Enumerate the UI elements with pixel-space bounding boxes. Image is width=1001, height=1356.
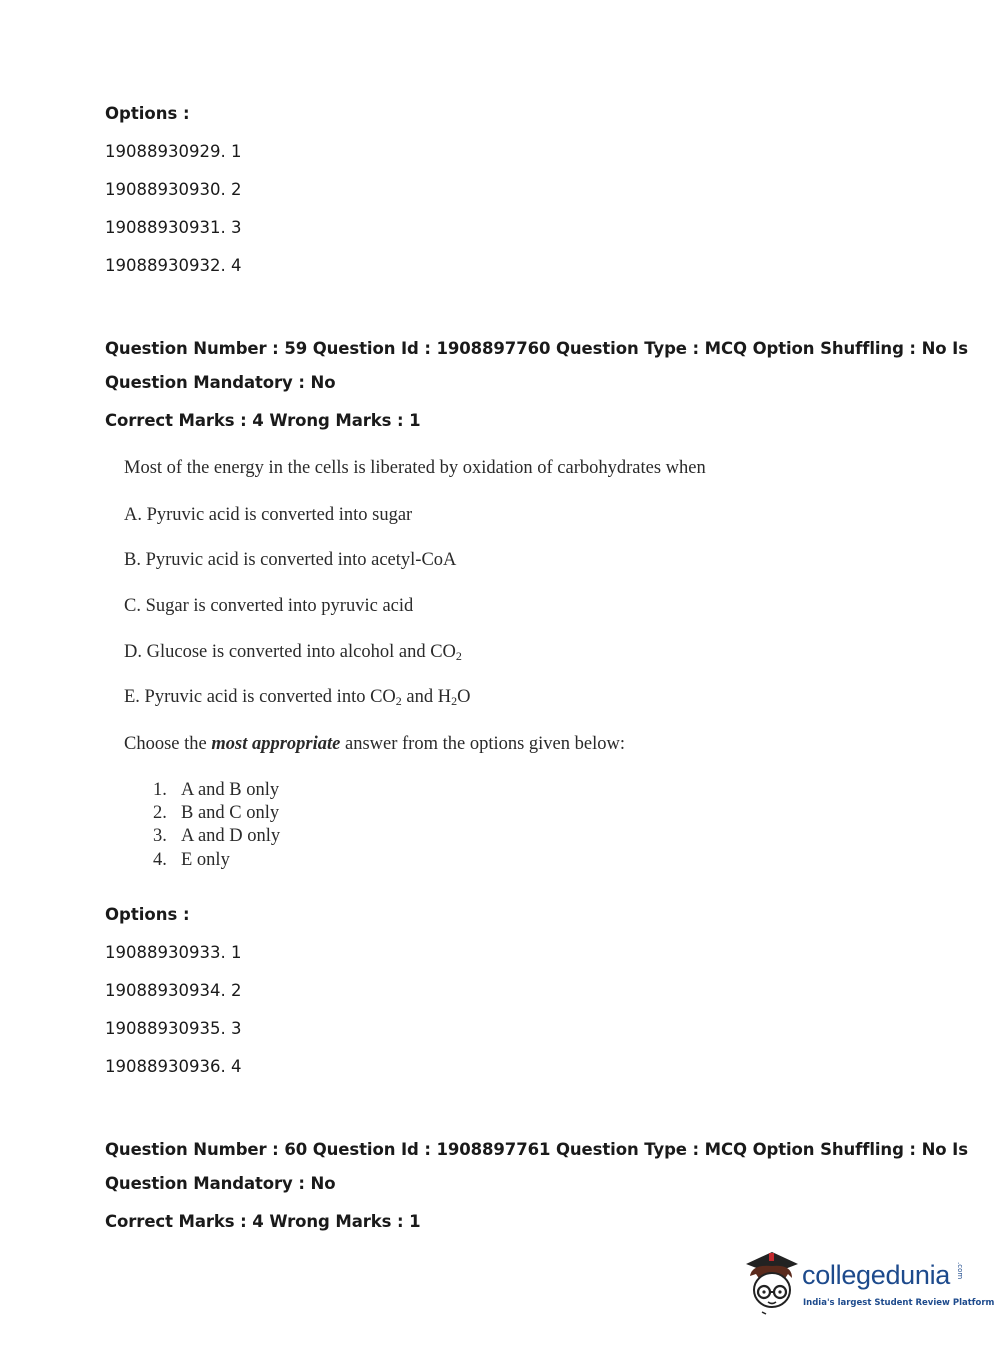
statement-e: E. Pyruvic acid is converted into $CO_2$ and $H_2O$ (124, 687, 471, 708)
options-label: Options : (105, 905, 190, 924)
collegedunia-logo (742, 1250, 995, 1320)
question-mandatory: Question Mandatory : No (105, 373, 336, 392)
option-item: 19088930931. 3 (105, 218, 242, 237)
choice-item: 3. A and D only (153, 826, 281, 846)
question-marks: Correct Marks : 4 Wrong Marks : 1 (105, 411, 421, 430)
logo-tagline: India's largest Student Review Platform (803, 1298, 995, 1308)
choice-item: 2. B and C only (153, 803, 280, 823)
question-mandatory: Question Mandatory : No (105, 1174, 336, 1193)
question-header: Question Number : 60 Question Id : 1908897761 Question Type : MCQ Option Shuffling : No Is (105, 1140, 968, 1159)
options-label: Options : (105, 104, 190, 123)
logo-tld: .com (956, 1262, 964, 1280)
option-item: 19088930932. 4 (105, 256, 242, 275)
option-item: 19088930929. 1 (105, 142, 242, 161)
statement-b: B. Pyruvic acid is converted into acetyl-CoA (124, 550, 457, 570)
option-item: 19088930930. 2 (105, 180, 242, 199)
question-marks: Correct Marks : 4 Wrong Marks : 1 (105, 1212, 421, 1231)
option-item: 19088930934. 2 (105, 981, 242, 1000)
choice-item: 4. E only (153, 850, 230, 870)
statement-c: C. Sugar is converted into pyruvic acid (124, 596, 414, 616)
option-item: 19088930935. 3 (105, 1019, 242, 1038)
question-header: Question Number : 59 Question Id : 1908897760 Question Type : MCQ Option Shuffling : No Is (105, 339, 968, 358)
mascot-icon (742, 1250, 800, 1316)
option-item: 19088930936. 4 (105, 1057, 242, 1076)
option-item: 19088930933. 1 (105, 943, 242, 962)
statement-d: D. Glucose is converted into alcohol and $CO_2$ (124, 642, 462, 663)
logo-wordmark: collegedunia (802, 1260, 951, 1290)
statement-a: A. Pyruvic acid is converted into sugar (124, 505, 413, 525)
choice-item: 1. A and B only (153, 780, 280, 800)
choose-instruction: Choose the most appropriate answer from the options given below: (124, 734, 625, 754)
question-stem: Most of the energy in the cells is liberated by oxidation of carbohydrates when (124, 458, 706, 478)
